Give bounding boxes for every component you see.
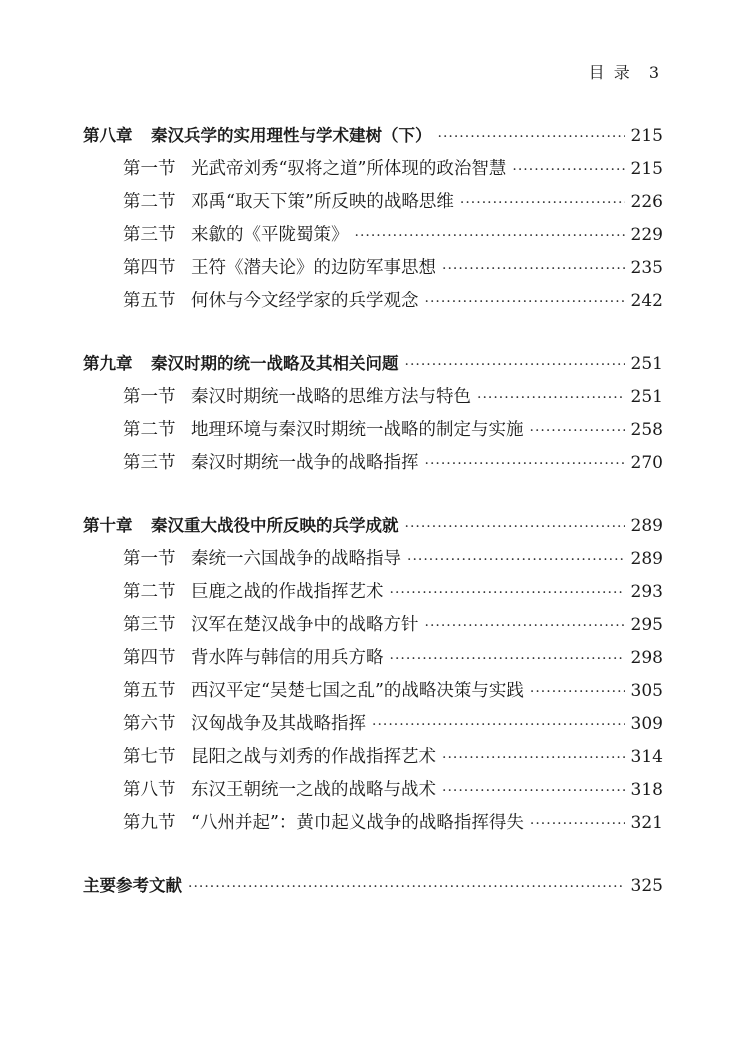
- toc-section[interactable]: [83, 743, 663, 776]
- section-label: 第二节: [123, 582, 176, 602]
- section-page: 321: [630, 813, 663, 833]
- section-page: 235: [630, 258, 663, 278]
- section-label: 第三节: [123, 615, 176, 635]
- toc-references[interactable]: [83, 872, 663, 905]
- section-label: 第一节: [123, 387, 176, 407]
- section-label: 第八节: [123, 780, 176, 800]
- toc-section[interactable]: [83, 449, 663, 482]
- chapter-label: 第十章: [83, 516, 133, 535]
- section-title: “八州并起”：黄巾起义战争的战略指挥得失: [191, 813, 524, 833]
- section-title: 邓禹“取天下策”所反映的战略思维: [191, 192, 454, 212]
- section-label: 第三节: [123, 453, 176, 473]
- chapter-label: 第九章: [83, 354, 133, 373]
- running-header: [0, 60, 661, 83]
- section-title: 西汉平定“吴楚七国之乱”的战略决策与实践: [191, 681, 524, 701]
- dot-leader: [425, 456, 625, 472]
- chapter-page: 215: [630, 126, 663, 146]
- toc-chapter-10[interactable]: [83, 512, 663, 545]
- dot-leader: [530, 423, 625, 439]
- section-label: 第七节: [123, 747, 176, 767]
- section-title: 光武帝刘秀“驭将之道”所体现的政治智慧: [191, 159, 507, 179]
- section-label: 第二节: [123, 192, 176, 212]
- section-page: 293: [630, 582, 663, 602]
- toc-section[interactable]: [83, 188, 663, 221]
- references-page: 325: [630, 876, 663, 896]
- toc-section[interactable]: [83, 383, 663, 416]
- section-title: 东汉王朝统一之战的战略与战术: [191, 780, 436, 800]
- spacer: [83, 482, 663, 512]
- toc-section[interactable]: [83, 776, 663, 809]
- section-page: 309: [630, 714, 663, 734]
- toc-chapter-9[interactable]: [83, 350, 663, 383]
- section-label: 第二节: [123, 420, 176, 440]
- table-of-contents: [83, 122, 663, 905]
- section-title: 巨鹿之战的作战指挥艺术: [191, 582, 384, 602]
- section-page: 295: [630, 615, 663, 635]
- section-title: 秦汉时期统一战略的思维方法与特色: [191, 387, 471, 407]
- header-title: 目 录: [588, 63, 632, 82]
- toc-section[interactable]: [83, 287, 663, 320]
- section-page: 305: [630, 681, 663, 701]
- spacer: [83, 842, 663, 872]
- section-title: 秦统一六国战争的战略指导: [191, 549, 401, 569]
- dot-leader: [438, 129, 625, 145]
- chapter-page: 289: [630, 516, 663, 536]
- chapter-label: 第八章: [83, 126, 133, 145]
- chapter-title: 秦汉兵学的实用理性与学术建树（下）: [151, 126, 432, 145]
- header-page-number: 3: [648, 63, 661, 82]
- section-page: 215: [630, 159, 663, 179]
- toc-section[interactable]: [83, 644, 663, 677]
- section-label: 第四节: [123, 258, 176, 278]
- chapter-title: 秦汉重大战役中所反映的兵学成就: [151, 516, 399, 535]
- dot-leader: [425, 294, 625, 310]
- section-title: 地理环境与秦汉时期统一战略的制定与实施: [191, 420, 524, 440]
- dot-leader: [355, 228, 625, 244]
- section-label: 第九节: [123, 813, 176, 833]
- toc-chapter-8[interactable]: [83, 122, 663, 155]
- section-label: 第五节: [123, 681, 176, 701]
- toc-section[interactable]: [83, 809, 663, 842]
- dot-leader: [530, 684, 625, 700]
- section-title: 王符《潜夫论》的边防军事思想: [191, 258, 436, 278]
- dot-leader: [188, 879, 625, 895]
- section-label: 第六节: [123, 714, 176, 734]
- spacer: [83, 320, 663, 350]
- toc-section[interactable]: [83, 710, 663, 743]
- toc-section[interactable]: [83, 611, 663, 644]
- section-label: 第五节: [123, 291, 176, 311]
- dot-leader: [390, 651, 625, 667]
- section-page: 289: [630, 549, 663, 569]
- section-page: 242: [630, 291, 663, 311]
- toc-section[interactable]: [83, 545, 663, 578]
- section-page: 318: [630, 780, 663, 800]
- section-label: 第四节: [123, 648, 176, 668]
- dot-leader: [405, 519, 625, 535]
- section-label: 第一节: [123, 549, 176, 569]
- section-page: 226: [630, 192, 663, 212]
- section-title: 秦汉时期统一战争的战略指挥: [191, 453, 419, 473]
- dot-leader: [442, 261, 625, 277]
- section-page: 229: [630, 225, 663, 245]
- dot-leader: [477, 390, 625, 406]
- section-title: 来歙的《平陇蜀策》: [191, 225, 349, 245]
- dot-leader: [530, 816, 625, 832]
- dot-leader: [442, 783, 625, 799]
- dot-leader: [512, 162, 624, 178]
- dot-leader: [405, 357, 625, 373]
- dot-leader: [372, 717, 625, 733]
- toc-section[interactable]: [83, 254, 663, 287]
- dot-leader: [390, 585, 625, 601]
- dot-leader: [460, 195, 625, 211]
- toc-section[interactable]: [83, 578, 663, 611]
- section-title: 昆阳之战与刘秀的作战指挥艺术: [191, 747, 436, 767]
- section-page: 258: [630, 420, 663, 440]
- dot-leader: [442, 750, 625, 766]
- toc-section[interactable]: [83, 155, 663, 188]
- section-title: 背水阵与韩信的用兵方略: [191, 648, 384, 668]
- toc-section[interactable]: [83, 677, 663, 710]
- section-label: 第一节: [123, 159, 176, 179]
- section-title: 何休与今文经学家的兵学观念: [191, 291, 419, 311]
- references-title: 主要参考文献: [83, 876, 182, 895]
- dot-leader: [407, 552, 625, 568]
- section-page: 298: [630, 648, 663, 668]
- section-label: 第三节: [123, 225, 176, 245]
- section-page: 251: [630, 387, 663, 407]
- toc-section[interactable]: [83, 221, 663, 254]
- section-page: 270: [630, 453, 663, 473]
- chapter-title: 秦汉时期的统一战略及其相关问题: [151, 354, 399, 373]
- chapter-page: 251: [630, 354, 663, 374]
- dot-leader: [425, 618, 625, 634]
- section-title: 汉军在楚汉战争中的战略方针: [191, 615, 419, 635]
- section-page: 314: [630, 747, 663, 767]
- toc-section[interactable]: [83, 416, 663, 449]
- section-title: 汉匈战争及其战略指挥: [191, 714, 366, 734]
